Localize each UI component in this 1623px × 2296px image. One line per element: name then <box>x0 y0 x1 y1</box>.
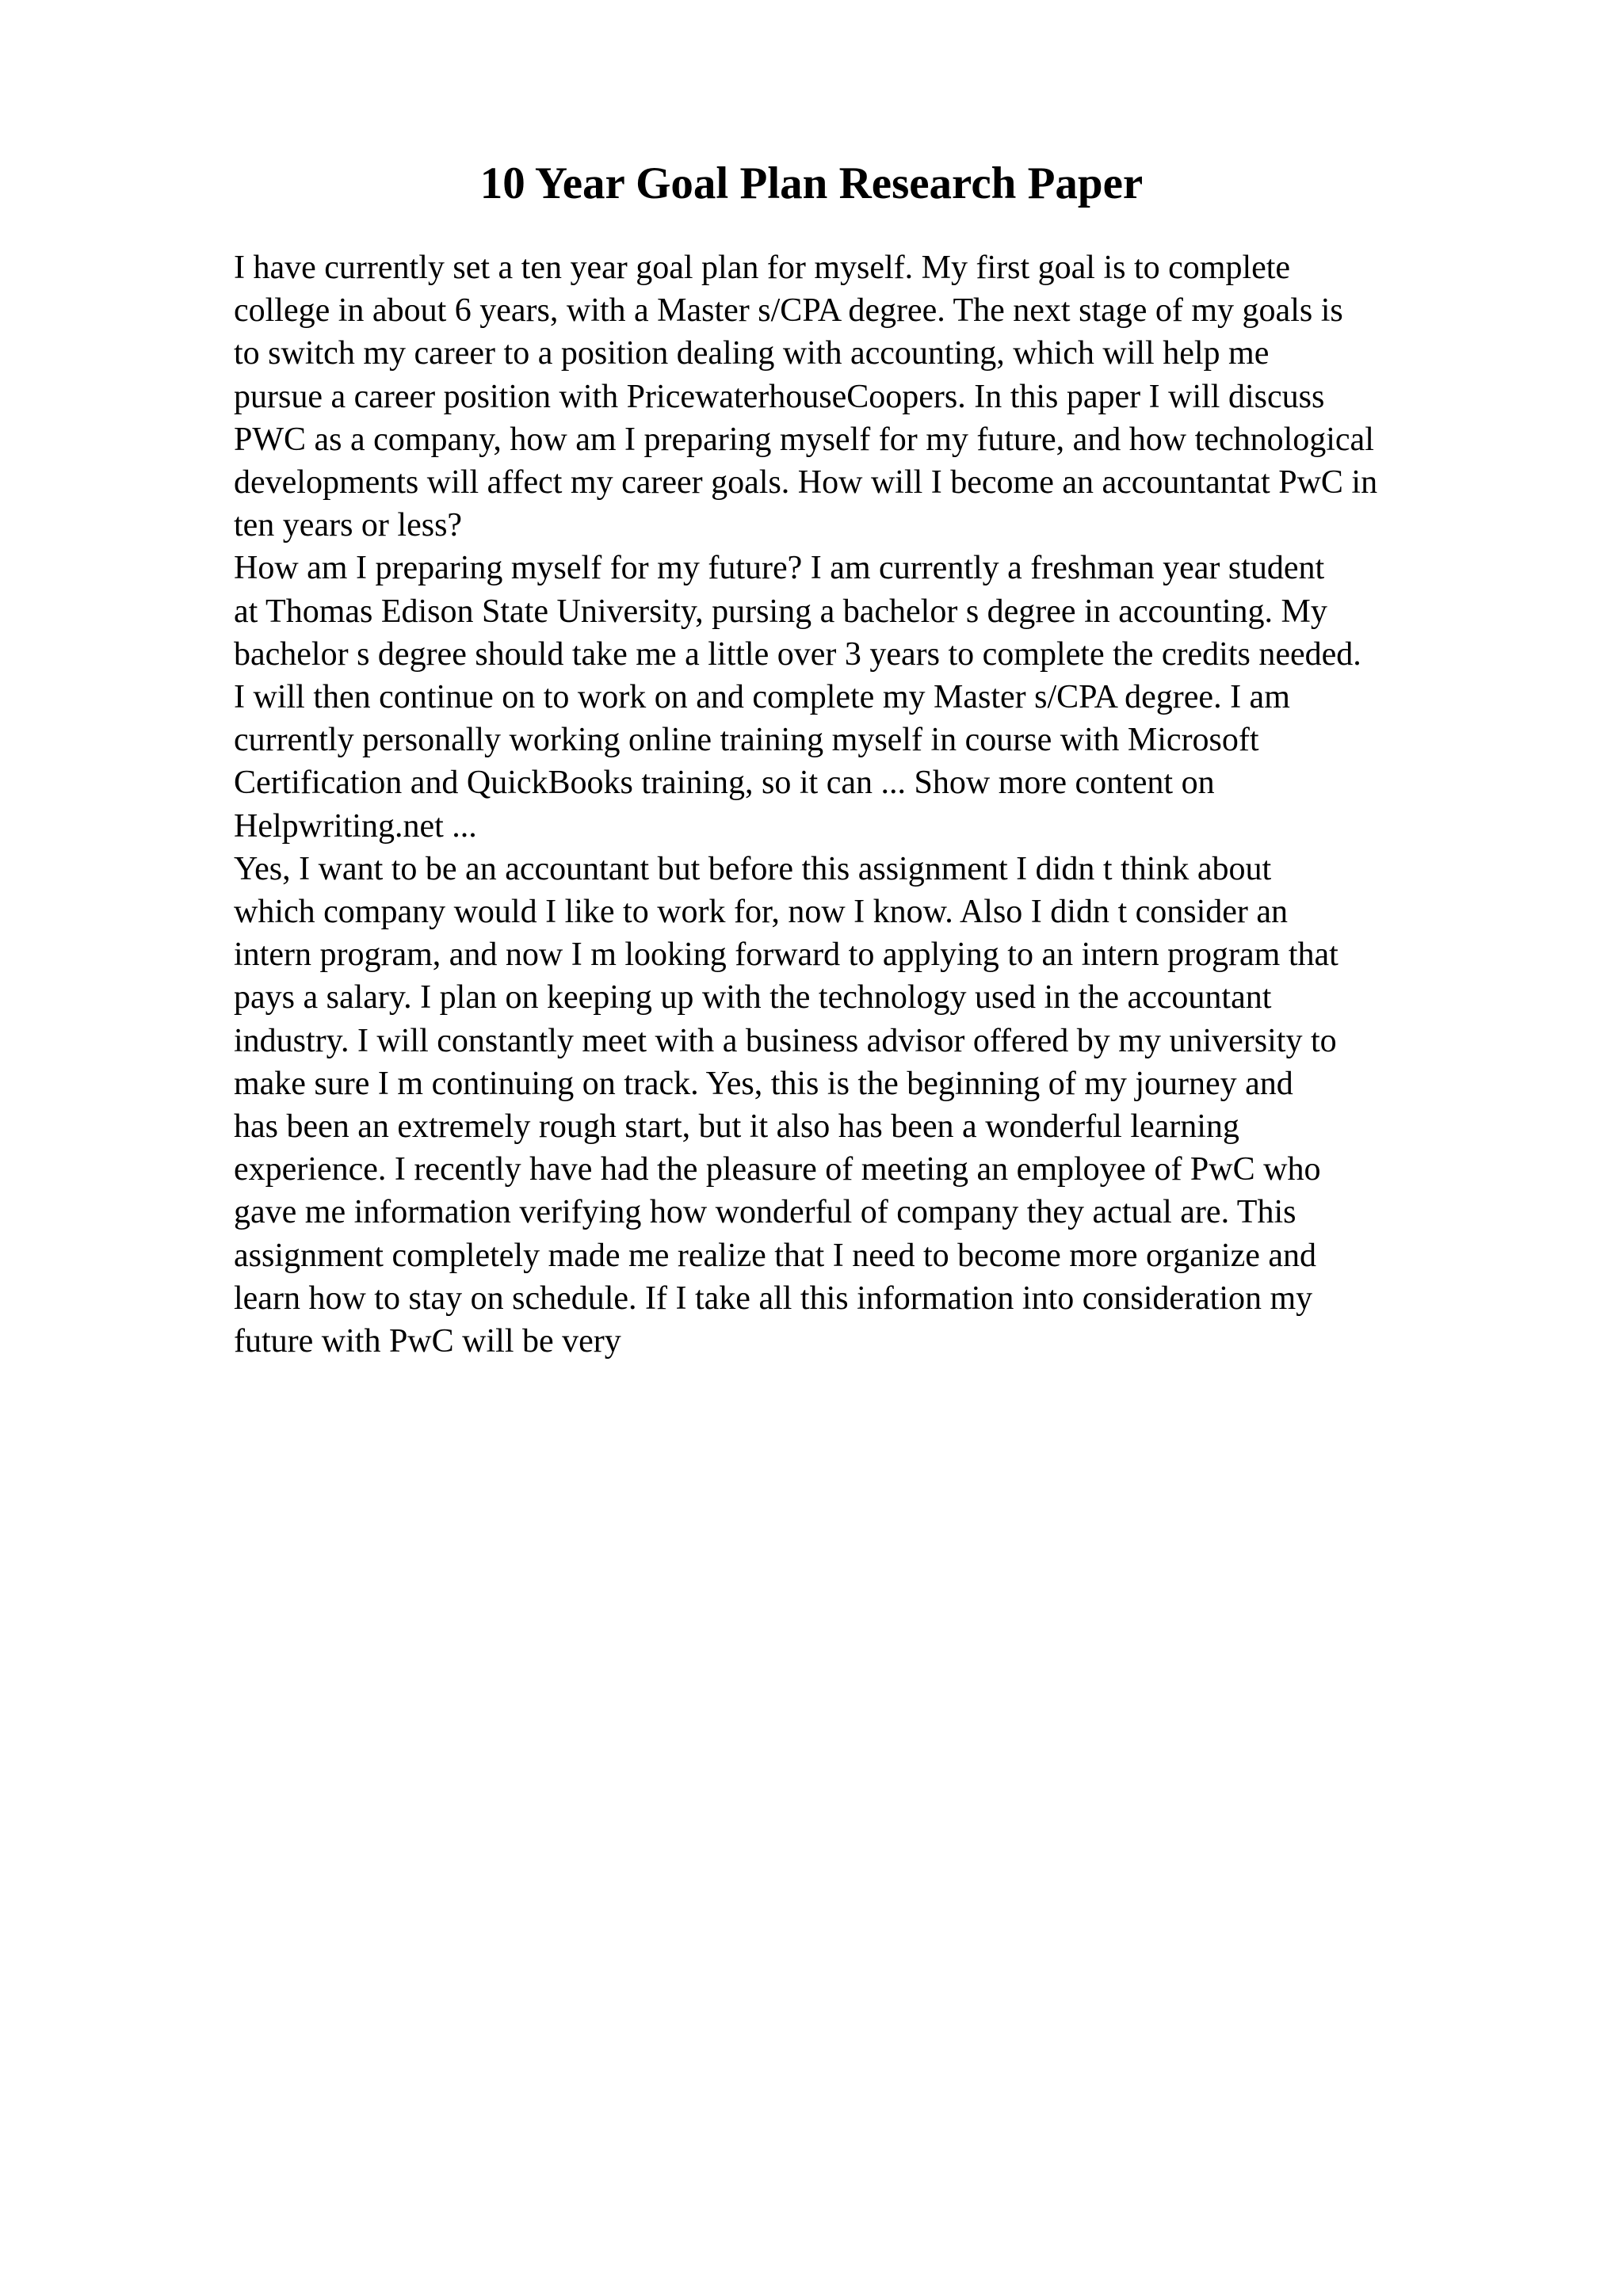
text-line: bachelor s degree should take me a little over 3 years to complete the credits needed. <box>234 635 1361 673</box>
text-line: make sure I m continuing on track. Yes, this is the beginning of my journey and <box>234 1065 1293 1102</box>
text-line: ten years or less? <box>234 507 463 544</box>
text-line: I will then continue on to work on and complete my Master s/CPA degree. I am <box>234 679 1290 716</box>
text-line: at Thomas Edison State University, pursing a bachelor s degree in accounting. My <box>234 593 1327 630</box>
text-line: learn how to stay on schedule. If I take all this information into consideration my <box>234 1280 1313 1317</box>
text-line: pays a salary. I plan on keeping up with the technology used in the accountant <box>234 979 1272 1016</box>
text-line: future with PwC will be very <box>234 1323 621 1360</box>
text-line: industry. I will constantly meet with a business advisor offered by my university to <box>234 1022 1337 1059</box>
text-line: college in about 6 years, with a Master s/CPA degree. The next stage of my goals is <box>234 292 1343 330</box>
text-line: assignment completely made me realize that I need to become more organize and <box>234 1237 1317 1274</box>
text-line: I have currently set a ten year goal plan for myself. My first goal is to complete <box>234 250 1291 286</box>
text-line: currently personally working online training myself in course with Microsoft <box>234 722 1259 759</box>
text-line: Certification and QuickBooks training, so it can ... Show more content on <box>234 765 1215 802</box>
text-line: experience. I recently have had the pleasure of meeting an employee of PwC who <box>234 1151 1321 1188</box>
text-line: Helpwriting.net ... <box>234 807 477 845</box>
text-line: intern program, and now I m looking forward to applying to an intern program that <box>234 936 1338 974</box>
text-line: How am I preparing myself for my future? I am currently a freshman year student <box>234 550 1325 587</box>
text-line: pursue a career position with PricewaterhouseCoopers. In this paper I will discuss <box>234 378 1325 415</box>
text-line: PWC as a company, how am I preparing myself for my future, and how technological <box>234 421 1374 458</box>
text-line: developments will affect my career goals. How will I become an accountantat PwC in <box>234 464 1378 502</box>
text-line: which company would I like to work for, now I know. Also I didn t consider an <box>234 894 1289 931</box>
page-title: 10 Year Goal Plan Research Paper <box>479 158 1144 208</box>
text-line: to switch my career to a position dealing with accounting, which will help me <box>234 335 1270 372</box>
text-line: gave me information verifying how wonderful of company they actual are. This <box>234 1194 1296 1231</box>
text-line: Yes, I want to be an accountant but before this assignment I didn t think about <box>234 850 1272 887</box>
text-line: has been an extremely rough start, but it also has been a wonderful learning <box>234 1108 1239 1146</box>
body-text <box>234 246 1533 1363</box>
